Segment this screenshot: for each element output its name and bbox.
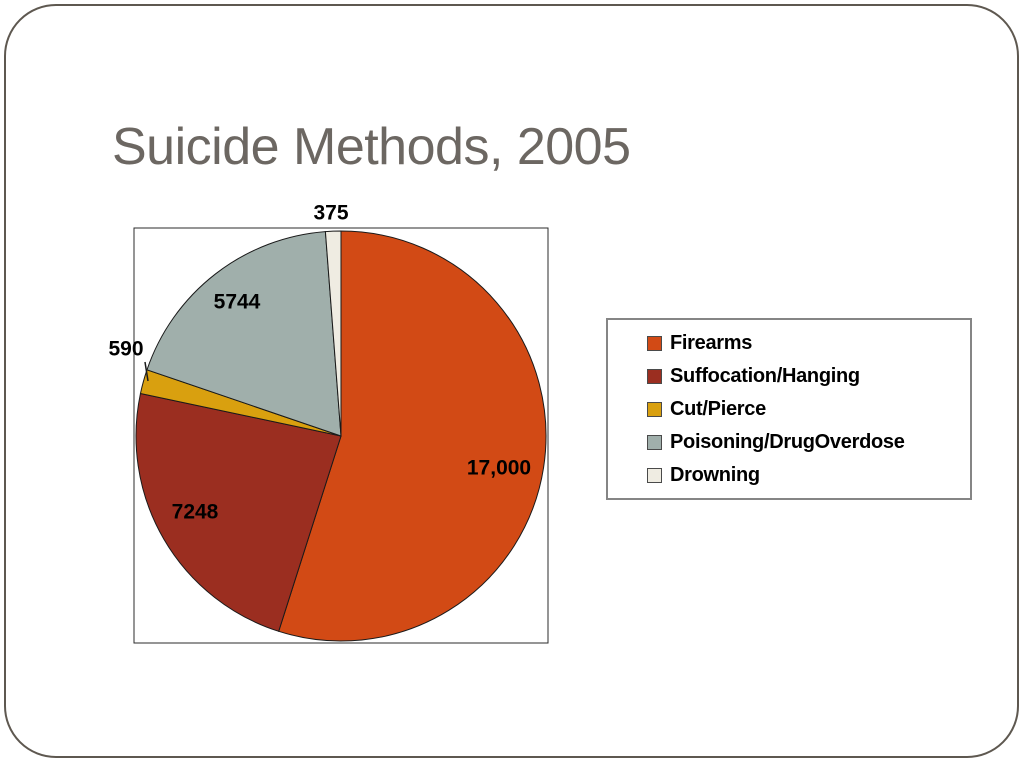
legend-label: Drowning bbox=[670, 464, 760, 486]
value-label-firearms: 17,000 bbox=[466, 456, 532, 480]
legend-item-cut-pierce bbox=[647, 399, 970, 419]
value-label-cut-pierce: 590 bbox=[108, 337, 144, 361]
legend-item-drowning bbox=[647, 465, 970, 485]
chart-legend bbox=[606, 318, 972, 500]
legend-item-firearms bbox=[647, 333, 970, 353]
legend-swatch-drowning bbox=[647, 468, 662, 483]
legend-swatch-suffocation-hanging bbox=[647, 369, 662, 384]
value-label-drowning: 375 bbox=[313, 201, 349, 225]
slide-title: Suicide Methods, 2005 bbox=[112, 117, 631, 176]
legend-swatch-firearms bbox=[647, 336, 662, 351]
pie-chart bbox=[80, 190, 580, 660]
value-label-poisoning-drugoverdose: 5744 bbox=[213, 290, 261, 314]
legend-item-poisoning-drugoverdose bbox=[647, 432, 970, 452]
legend-item-suffocation-hanging bbox=[647, 366, 970, 386]
legend-swatch-poisoning-drugoverdose bbox=[647, 435, 662, 450]
legend-label: Cut/Pierce bbox=[670, 398, 766, 420]
value-label-suffocation-hanging: 7248 bbox=[171, 500, 219, 524]
legend-swatch-cut-pierce bbox=[647, 402, 662, 417]
legend-label: Firearms bbox=[670, 332, 753, 354]
legend-label: Poisoning/DrugOverdose bbox=[670, 431, 905, 453]
legend-label: Suffocation/Hanging bbox=[670, 365, 860, 387]
